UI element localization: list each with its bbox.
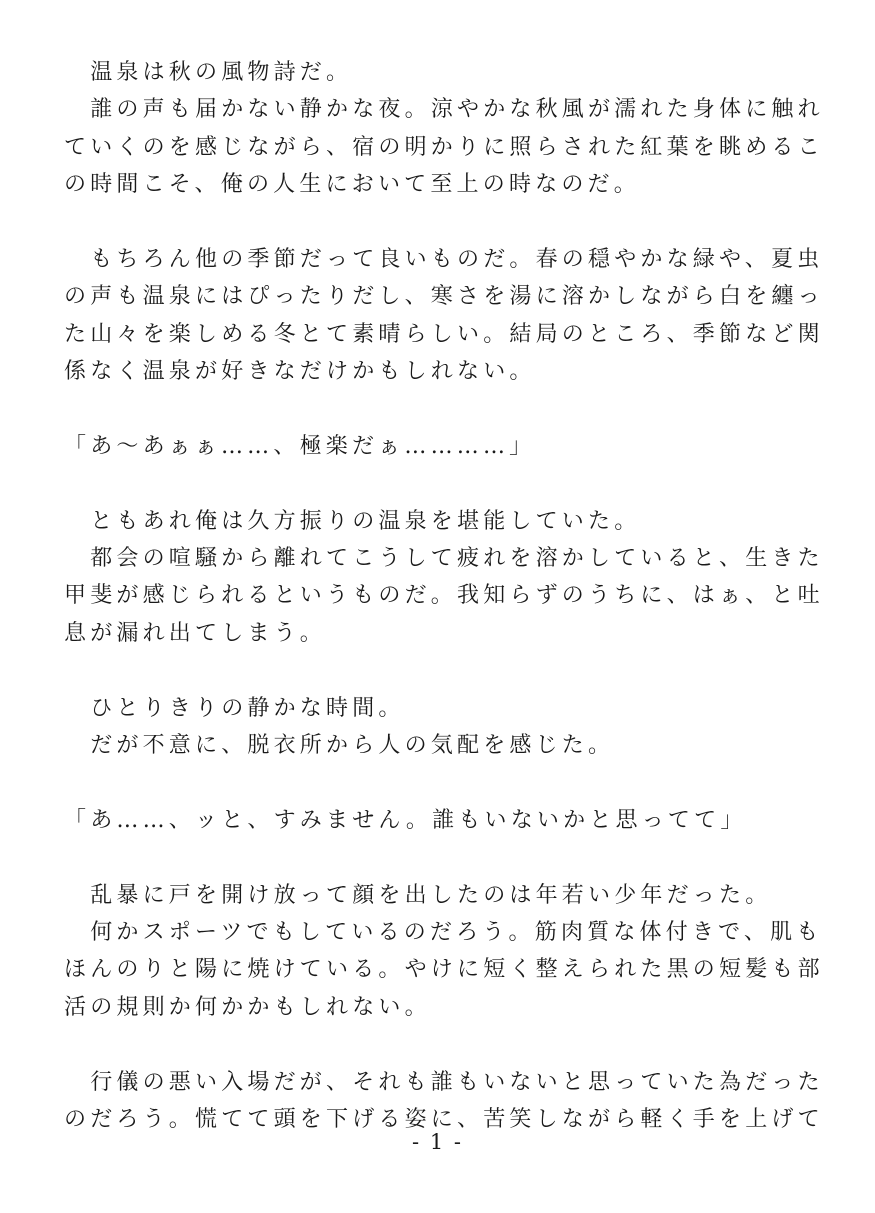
blank-line bbox=[64, 652, 814, 689]
text-line: のだろう。慌てて頭を下げる姿に、苦笑しながら軽く手を上げて bbox=[64, 1106, 824, 1132]
text-line: 係なく温泉が好きなだけかもしれない。 bbox=[64, 359, 536, 385]
blank-line bbox=[64, 764, 814, 801]
text-line: ほんのりと陽に焼けている。やけに短く整えられた黒の短髪も部 bbox=[64, 957, 824, 983]
blank-line bbox=[64, 839, 814, 876]
text-line: 何かスポーツでもしているのだろう。筋肉質な体付きで、肌も bbox=[64, 919, 823, 945]
text-line: 甲斐が感じられるというものだ。我知らずのうちに、はぁ、と吐 bbox=[64, 583, 824, 609]
text-line: の時間こそ、俺の人生において至上の時なのだ。 bbox=[64, 172, 640, 198]
text-line: 誰の声も届かない静かな夜。涼やかな秋風が濡れた身体に触れ bbox=[64, 97, 824, 123]
text-line: だが不意に、脱衣所から人の気配を感じた。 bbox=[64, 733, 615, 759]
blank-line bbox=[64, 465, 814, 502]
blank-line bbox=[64, 1026, 814, 1063]
text-line: ともあれ俺は久方振りの温泉を堪能していた。 bbox=[64, 508, 641, 534]
text-line: 息が漏れ出てしまう。 bbox=[64, 620, 327, 646]
blank-line bbox=[64, 391, 814, 428]
text-line: 都会の喧騒から離れてこうして疲れを溶かしていると、生きた bbox=[64, 546, 824, 572]
text-line: 温泉は秋の風物詩だ。 bbox=[64, 60, 353, 85]
page-number: - 1 - bbox=[412, 1130, 463, 1154]
text-line: た山々を楽しめる冬とて素晴らしい。結局のところ、季節など関 bbox=[64, 321, 824, 347]
blank-line bbox=[64, 204, 814, 241]
text-line: 活の規則か何かかもしれない。 bbox=[64, 994, 431, 1020]
body-text bbox=[64, 54, 824, 1138]
text-line: 乱暴に戸を開け放って顔を出したのは年若い少年だった。 bbox=[64, 882, 772, 908]
text-line: 行儀の悪い入場だが、それも誰もいないと思っていた為だった bbox=[64, 1069, 824, 1095]
dialogue-line: 「あ〜あぁぁ……、極楽だぁ…………」 bbox=[64, 433, 536, 459]
text-line: の声も温泉にはぴったりだし、寒さを湯に溶かしながら白を纏っ bbox=[64, 284, 824, 310]
text-line: ていくのを感じながら、宿の明かりに照らされた紅葉を眺めるこ bbox=[64, 134, 824, 160]
text-line: ひとりきりの静かな時間。 bbox=[64, 695, 405, 721]
dialogue-line: 「あ……、ッと、すみません。誰もいないかと思ってて」 bbox=[64, 807, 747, 833]
text-line: もちろん他の季節だって良いものだ。春の穏やかな緑や、夏虫 bbox=[64, 246, 824, 272]
